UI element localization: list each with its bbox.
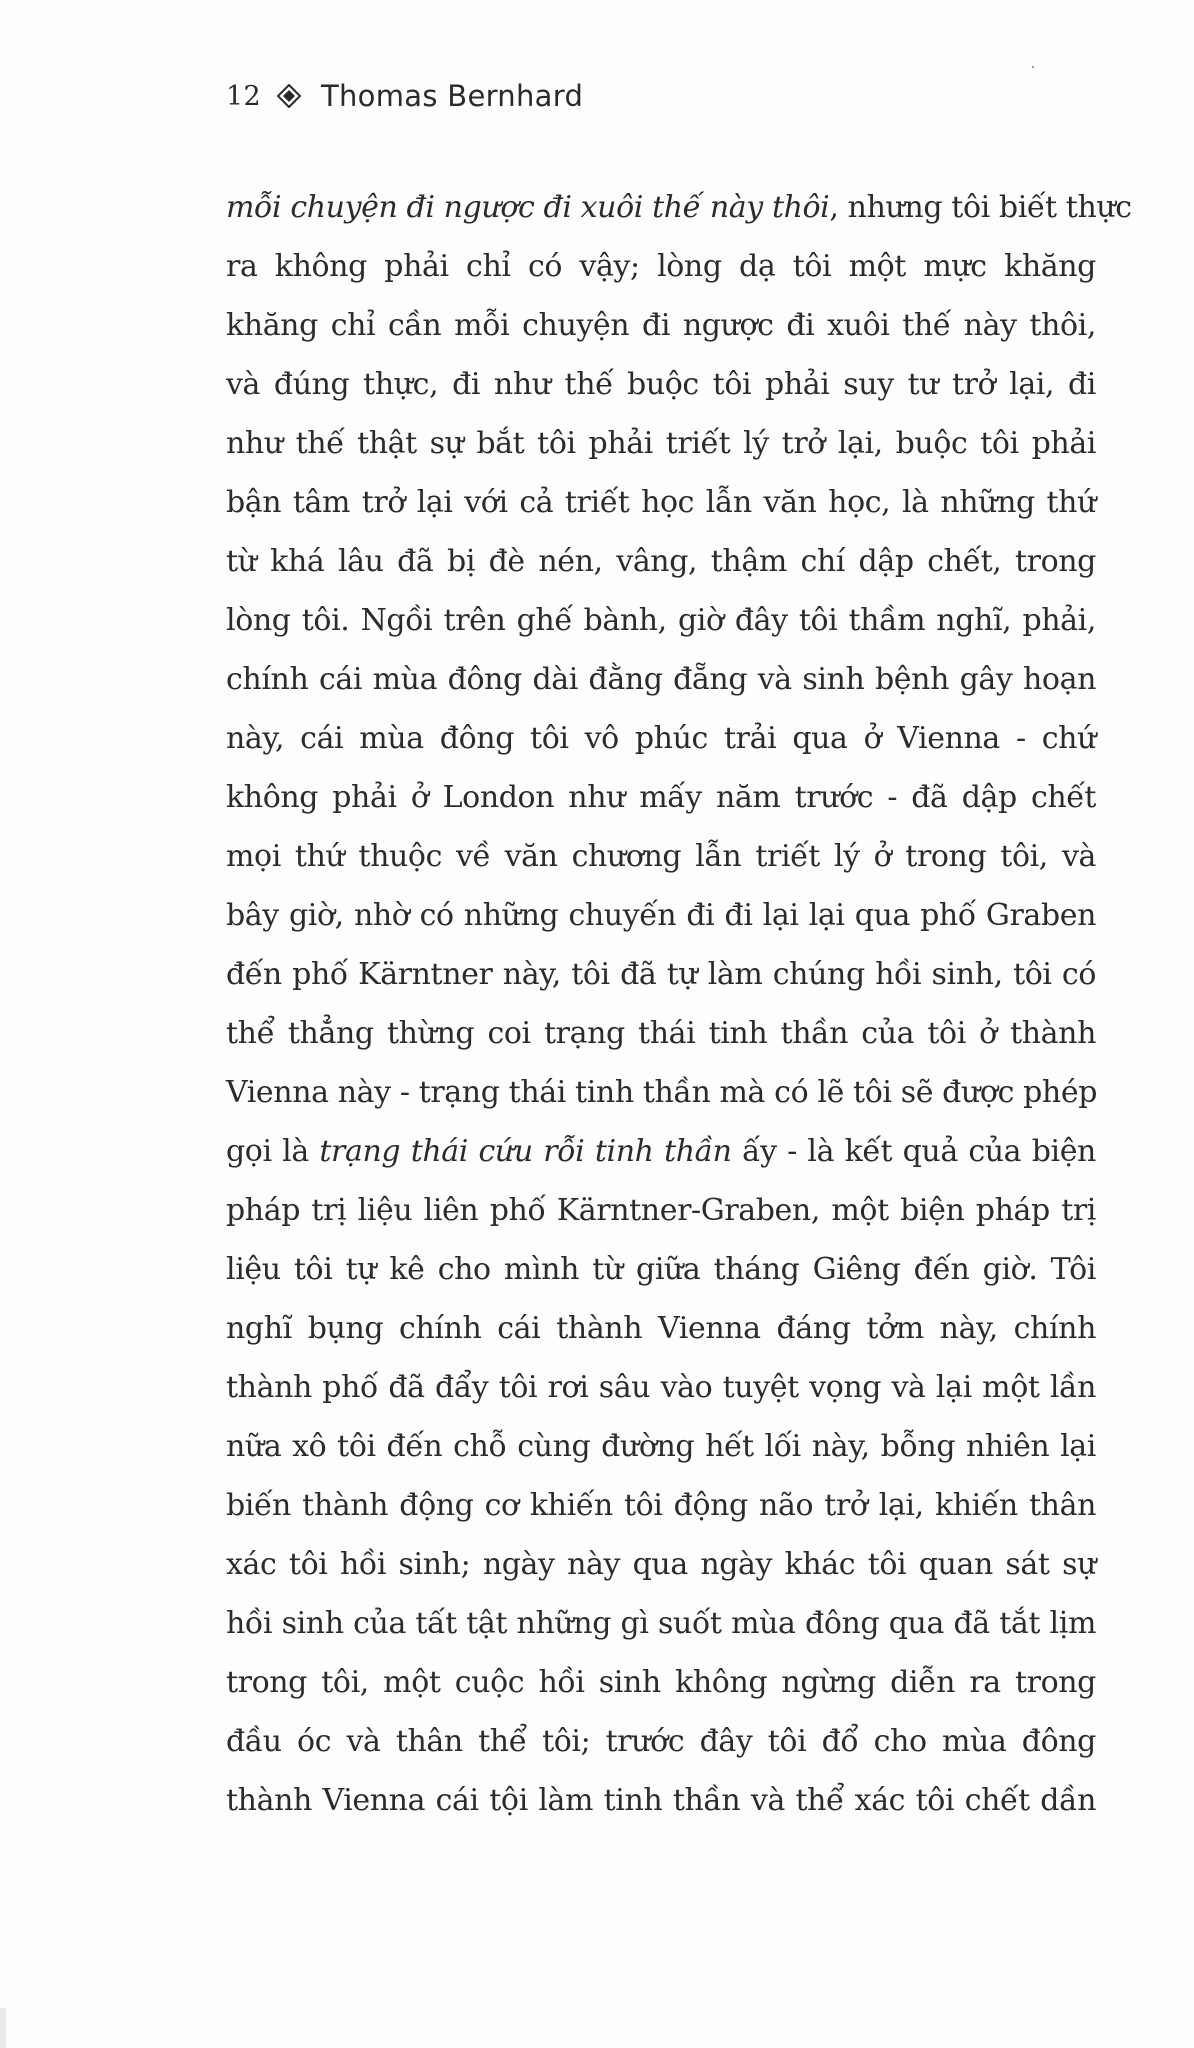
- body-text: [226, 178, 1132, 1830]
- text-line: [226, 1712, 1096, 1771]
- text-line: [226, 1771, 1096, 1830]
- text-line: [226, 532, 1096, 591]
- text-segment: từ khá lâu đã bị đè nén, vâng, thậm chí dập chết, trong: [226, 544, 1096, 579]
- text-line: [226, 1476, 1096, 1535]
- text-segment: , nhưng tôi biết thực: [829, 190, 1132, 225]
- text-line: [226, 473, 1096, 532]
- text-line: [226, 1417, 1096, 1476]
- text-line: [226, 1358, 1096, 1417]
- text-segment: lòng tôi. Ngồi trên ghế bành, giờ đây tôi thầm nghĩ, phải,: [226, 603, 1096, 638]
- text-line: [226, 414, 1096, 473]
- text-segment: nữa xô tôi đến chỗ cùng đường hết lối này, bỗng nhiên lại: [226, 1429, 1096, 1464]
- text-segment: này, cái mùa đông tôi vô phúc trải qua ở Vienna - chứ: [226, 721, 1096, 756]
- text-segment: liệu tôi tự kê cho mình từ giữa tháng Giêng đến giờ. Tôi: [226, 1252, 1096, 1287]
- text-segment: chính cái mùa đông dài đằng đẵng và sinh bệnh gây hoạn: [226, 662, 1096, 697]
- text-segment: bận tâm trở lại với cả triết học lẫn văn học, là những thứ: [226, 485, 1096, 520]
- text-segment: hồi sinh của tất tật những gì suốt mùa đông qua đã tắt lịm: [226, 1606, 1096, 1641]
- text-segment: đến phố Kärntner này, tôi đã tự làm chúng hồi sinh, tôi có: [226, 957, 1096, 992]
- text-line: [226, 296, 1096, 355]
- text-segment: khăng chỉ cần mỗi chuyện đi ngược đi xuôi thế này thôi,: [226, 308, 1096, 343]
- text-segment: thành phố đã đẩy tôi rơi sâu vào tuyệt vọng và lại một lần: [226, 1370, 1096, 1405]
- text-line: [226, 1535, 1096, 1594]
- text-line: [226, 1122, 1096, 1181]
- text-line: [226, 709, 1096, 768]
- text-segment: bây giờ, nhờ có những chuyến đi đi lại lại qua phố Graben: [226, 898, 1096, 933]
- text-line: [226, 1594, 1096, 1653]
- diamond-icon: [277, 84, 301, 108]
- text-segment: đầu óc và thân thể tôi; trước đây tôi đổ cho mùa đông: [226, 1724, 1096, 1759]
- text-line: [226, 1004, 1096, 1063]
- text-line: [226, 650, 1096, 709]
- text-segment: ra không phải chỉ có vậy; lòng dạ tôi một mực khăng: [226, 249, 1096, 284]
- text-line: [226, 1653, 1096, 1712]
- page-number: 12: [226, 80, 261, 112]
- text-line: [226, 886, 1096, 945]
- text-line: [226, 1240, 1096, 1299]
- text-segment: pháp trị liệu liên phố Kärntner-Graben, một biện pháp trị: [226, 1193, 1096, 1228]
- text-segment: thể thẳng thừng coi trạng thái tinh thần của tôi ở thành: [226, 1016, 1096, 1051]
- italic-text: trạng thái cứu rỗi tinh thần: [319, 1134, 732, 1169]
- text-line: [226, 1181, 1096, 1240]
- author-name: Thomas Bernhard: [320, 79, 584, 113]
- text-segment: Vienna này - trạng thái tinh thần mà có lẽ tôi sẽ được phép: [226, 1075, 1097, 1110]
- text-segment: như thế thật sự bắt tôi phải triết lý trở lại, buộc tôi phải: [226, 426, 1096, 461]
- text-line: [226, 237, 1096, 296]
- text-segment: không phải ở London như mấy năm trước - đã dập chết: [226, 780, 1096, 815]
- print-speck: [1032, 66, 1034, 68]
- text-line: [226, 1299, 1096, 1358]
- text-segment: gọi là: [226, 1134, 320, 1169]
- running-header: [226, 72, 583, 120]
- italic-text: mỗi chuyện đi ngược đi xuôi thế này thôi: [226, 190, 830, 225]
- text-line: [226, 827, 1096, 886]
- text-line: [226, 178, 1132, 237]
- text-segment: trong tôi, một cuộc hồi sinh không ngừng diễn ra trong: [226, 1665, 1096, 1700]
- text-line: [226, 945, 1096, 1004]
- text-segment: xác tôi hồi sinh; ngày này qua ngày khác tôi quan sát sự: [226, 1547, 1096, 1582]
- text-line: [226, 355, 1096, 414]
- text-segment: ấy - là kết quả của biện: [731, 1134, 1096, 1169]
- text-segment: nghĩ bụng chính cái thành Vienna đáng tởm này, chính: [226, 1311, 1096, 1346]
- text-line: [226, 591, 1096, 650]
- text-segment: và đúng thực, đi như thế buộc tôi phải suy tư trở lại, đi: [226, 367, 1096, 402]
- text-segment: biến thành động cơ khiến tôi động não trở lại, khiến thân: [226, 1488, 1096, 1523]
- text-line: [226, 1063, 1096, 1122]
- text-line: [226, 768, 1096, 827]
- page-edge: [0, 2008, 6, 2048]
- text-segment: thành Vienna cái tội làm tinh thần và thể xác tôi chết dần: [226, 1783, 1096, 1818]
- text-segment: mọi thứ thuộc về văn chương lẫn triết lý ở trong tôi, và: [226, 839, 1096, 874]
